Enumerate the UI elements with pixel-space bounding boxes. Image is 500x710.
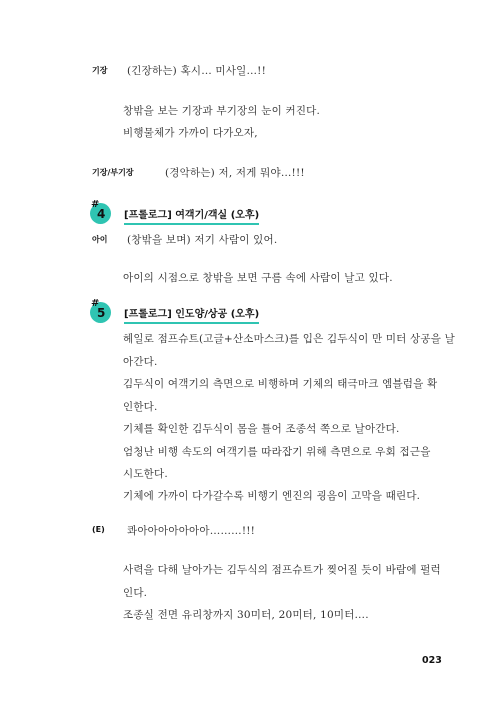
action-line: 기체를 확인한 김두식이 몸을 틀어 조종석 쪽으로 날아간다.: [123, 423, 400, 435]
action-line: 조종실 전면 유리창까지 30미터, 20미터, 10미터….: [123, 609, 369, 621]
action-line: 아간다.: [123, 356, 158, 368]
dialogue-child: (창밖을 보며) 저기 사람이 있어.: [127, 234, 278, 246]
action-line: 창밖을 보는 기장과 부기장의 눈이 커진다.: [123, 105, 321, 117]
scene-heading: [프롤로그] 여객기/객실 (오후): [124, 206, 259, 225]
scene-heading: [프롤로그] 인도양/상공 (오후): [124, 305, 259, 324]
dialogue-captain-copilot: (경악하는) 저, 저게 뭐야…!!!: [165, 167, 305, 179]
page-number: 023: [422, 655, 442, 666]
action-line: 사력을 다해 날아가는 김두식의 점프슈트가 찢어질 듯이 바람에 펄럭: [123, 564, 441, 576]
action-line: 아이의 시점으로 창밖을 보면 구름 속에 사람이 날고 있다.: [123, 272, 393, 284]
action-line: 김두식이 여객기의 측면으로 비행하며 기체의 태극마크 엠블럼을 확: [123, 378, 438, 390]
scene-number-badge: [90, 298, 111, 323]
speaker-captain: 기장: [92, 66, 108, 75]
scene-hash: #: [91, 298, 100, 309]
dialogue-captain: (긴장하는) 혹시… 미사일…!!: [127, 65, 266, 77]
scene-number: 5: [97, 306, 106, 320]
scene-number: 4: [97, 207, 106, 221]
speaker-child: 아이: [92, 235, 108, 244]
speaker-captain-copilot: 기장/부기장: [92, 168, 134, 177]
action-line: 엄청난 비행 속도의 여객기를 따라잡기 위해 측면으로 우회 접근을: [123, 446, 431, 458]
action-line: 기체에 가까이 다가갈수록 비행기 엔진의 굉음이 고막을 때린다.: [123, 490, 421, 502]
action-line: 인다.: [123, 587, 148, 599]
speaker-effect: (E): [92, 525, 105, 534]
action-line: 시도한다.: [123, 468, 168, 480]
scene-hash: #: [91, 199, 100, 210]
scene-number-badge: [90, 199, 111, 224]
action-line: 인한다.: [123, 401, 158, 413]
action-line: 헤일로 점프슈트(고글+산소마스크)를 입은 김두식이 만 미터 상공을 날: [123, 333, 455, 345]
action-line: 비행물체가 가까이 다가오자,: [123, 127, 258, 139]
sound-effect: 콰아아아아아아아………!!!: [127, 525, 256, 537]
